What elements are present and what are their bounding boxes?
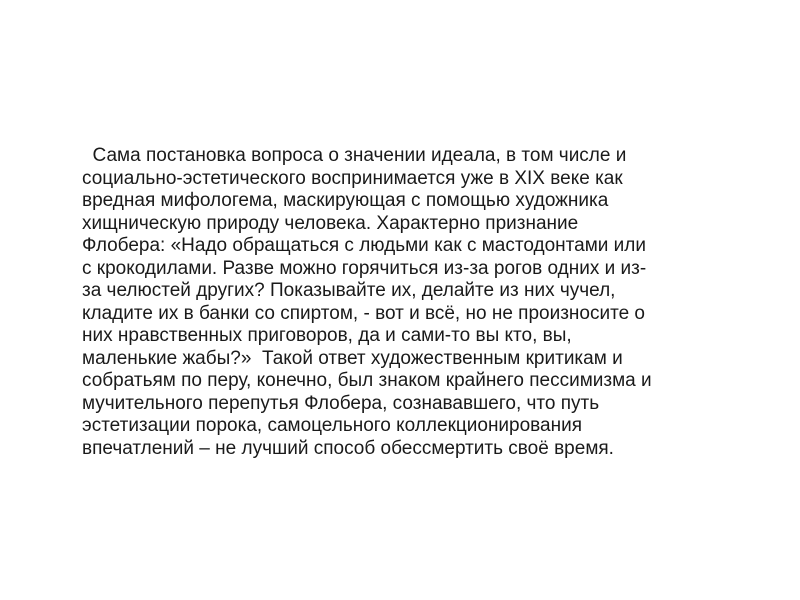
- body-paragraph: [82, 145, 762, 460]
- paragraph-line: маленькие жабы?» Такой ответ художественным критикам и: [82, 347, 623, 369]
- paragraph-line: вредная мифологема, маскирующая с помощью художника: [82, 190, 609, 211]
- paragraph-line: впечатлений – не лучший способ обессмертить своё время.: [82, 437, 614, 459]
- paragraph-line: кладите их в банки со спиртом, - вот и всё, но не произносите о: [82, 302, 645, 324]
- paragraph-line: собратьям по перу, конечно, был знаком крайнего пессимизма и: [82, 370, 652, 391]
- paragraph-line: эстетизации порока, самоцельного коллекционирования: [82, 415, 583, 436]
- paragraph-line: за челюстей других? Показывайте их, делайте из них чучел,: [82, 280, 616, 301]
- paragraph-line: мучительного перепутья Флобера, сознававшего, что путь: [82, 392, 600, 414]
- paragraph-line: с крокодилами. Разве можно горячиться из-за рогов одних и из-: [82, 257, 647, 279]
- paragraph-line: социально-эстетического воспринимается уже в XIX веке как: [82, 167, 623, 189]
- paragraph-line: хищническую природу человека. Характерно признание: [82, 212, 579, 234]
- paragraph-line: Флобера: «Надо обращаться с людьми как с мастодонтами или: [82, 235, 646, 256]
- paragraph-line: Сама постановка вопроса о значении идеала, в том числе и: [82, 145, 627, 166]
- paragraph-line: них нравственных приговоров, да и сами-то вы кто, вы,: [82, 325, 572, 346]
